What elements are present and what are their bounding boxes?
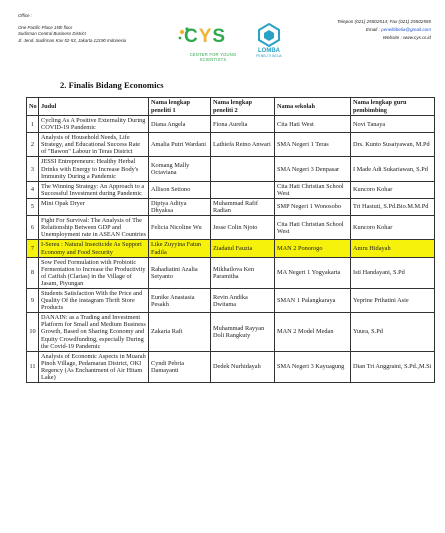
- cell-sekolah: Cita Hati Christian School West: [275, 216, 351, 240]
- cell-judul: Cycling As A Positive Externality During COVID-19 Pandemic: [39, 116, 149, 133]
- header-peneliti-2: Nama lengkap peneliti 2: [211, 98, 275, 116]
- cys-logo-subtitle: CENTER FOR YOUNG SCIENTISTS: [189, 52, 237, 62]
- cell-peneliti-1: Felicia Nicoline Wu: [149, 216, 211, 240]
- cell-guru: Yuura, S.Pd: [351, 313, 435, 351]
- telephone-fax: Telepon (021) 25502514; Fax (021) 25502555: [337, 19, 431, 24]
- website-link[interactable]: www.cys.or.id: [403, 35, 431, 40]
- office-address: [18, 13, 178, 44]
- cell-no: 7: [27, 240, 39, 257]
- cell-guru: Dian Tri Anggraini, S.Pd.,M.Si: [351, 351, 435, 382]
- cell-peneliti-1: Diana Angela: [149, 116, 211, 133]
- header-guru: Nama lengkap guru pembimbing: [351, 98, 435, 116]
- cell-guru: Isti Handayani, S.Pd: [351, 257, 435, 288]
- cell-guru: Kuncoro Kohar: [351, 216, 435, 240]
- cell-guru: Tri Hastuti, S.Pd.Bio.M.M.Pd: [351, 198, 435, 215]
- header-sekolah: Nama sekolah: [275, 98, 351, 116]
- cell-judul: JESSI Entrepreneurs: Healthy Herbal Drinks with Energy to Increase Body's Immunity During a Pandemic: [39, 157, 149, 181]
- table-row: [27, 157, 435, 181]
- email-line: [281, 26, 431, 34]
- cell-no: 9: [27, 288, 39, 312]
- cell-judul: Sow Feed Formulation with Probiotic Fermentation to Increase the Productivity of Catfish (Clarias) in the Village of Jasam, Piyungan: [39, 257, 149, 288]
- cell-judul: Analysis of Economic Aspects in Muarah Pinoh Village, Pedamaran District, OKI Regency (As Enchantment of Air Hitam Lake): [39, 351, 149, 382]
- cell-sekolah: MAN 2 Ponorogo: [275, 240, 351, 257]
- cell-peneliti-2: Jesse Colin Njoto: [211, 216, 275, 240]
- cell-no: 11: [27, 351, 39, 382]
- cell-judul: Students Satisfaction With the Price and Quality Of the instagram Thrift Store Products: [39, 288, 149, 312]
- cell-guru: I Made Adi Sukariawan, S.Pd: [351, 157, 435, 181]
- lomba-logo-text: LOMBA: [258, 48, 280, 54]
- cell-peneliti-2: Fiona Aurelia: [211, 116, 275, 133]
- cell-judul: I-Sereu : Natural Insecticide As Support Economy and Food Security: [39, 240, 149, 257]
- contact-info: [281, 18, 431, 42]
- cell-no: 4: [27, 181, 39, 198]
- office-label: Office :: [18, 13, 32, 18]
- cell-peneliti-1: Amalia Putri Wardani: [149, 133, 211, 157]
- cell-guru: Kuncoro Kohar: [351, 181, 435, 198]
- table-row: [27, 181, 435, 198]
- section-title: 2. Finalis Bidang Economics: [60, 80, 164, 90]
- table-row: [27, 116, 435, 133]
- cell-guru: Drs. Kunto Susatyawan, M.Pd: [351, 133, 435, 157]
- cell-no: 1: [27, 116, 39, 133]
- cell-no: 6: [27, 216, 39, 240]
- cell-peneliti-2: Mikhailova Ken Paramitha: [211, 257, 275, 288]
- cell-peneliti-1: Eunike Anastasia Pesakh: [149, 288, 211, 312]
- cell-no: 2: [27, 133, 39, 157]
- table-row: [27, 240, 435, 257]
- header-no: No: [27, 98, 39, 116]
- cell-peneliti-2: Ziadatul Fauzia: [211, 240, 275, 257]
- cell-peneliti-1: Diptya Aditya Dhyaksa: [149, 198, 211, 215]
- cell-peneliti-2: [211, 157, 275, 181]
- cell-judul: Mini Opak Dryer: [39, 198, 149, 215]
- cell-peneliti-2: Lathiefa Retno Anwari: [211, 133, 275, 157]
- cell-peneliti-1: Like Zuyyina Fatun Fadila: [149, 240, 211, 257]
- cell-sekolah: Cita Hati Christian School West: [275, 181, 351, 198]
- address-line: Sudirman Central Business District: [18, 31, 86, 37]
- cell-no: 3: [27, 157, 39, 181]
- cell-no: 5: [27, 198, 39, 215]
- cell-sekolah: SMAN 1 Palangkaraya: [275, 288, 351, 312]
- cell-judul: Fight For Survival: The Analysis of The Relationship Between GDP and Unemployment rate in ASEAN Countries: [39, 216, 149, 240]
- table-row: [27, 288, 435, 312]
- website-line: [281, 34, 431, 42]
- cell-peneliti-1: Komang Mally Octaviana: [149, 157, 211, 181]
- cell-guru: Amru Hidayah: [351, 240, 435, 257]
- cell-peneliti-2: Muhammad Rayyan Doli Rangkuty: [211, 313, 275, 351]
- table-row: [27, 216, 435, 240]
- address-line: Jl. Jend. Sudirman Kav 52-53, Jakarta 12190 Indonesia: [18, 37, 127, 43]
- cell-peneliti-1: Allison Setiono: [149, 181, 211, 198]
- cell-peneliti-2: Revin Andika Dwitama: [211, 288, 275, 312]
- cell-judul: The Winning Strategy: An Approach to a Successful Investment during Pandemic: [39, 181, 149, 198]
- email-link[interactable]: penelitibelia@gmail.com: [381, 27, 431, 32]
- email-label: Email :: [365, 27, 380, 32]
- cell-peneliti-2: Dedek Nurhidayah: [211, 351, 275, 382]
- cell-peneliti-1: Cyndi Pebria Damayanti: [149, 351, 211, 382]
- header-judul: Judul: [39, 98, 149, 116]
- cell-judul: DANAIN: as a Trading and Investment Platform for Small and Medium Business Growth, Based on Sharing Economy and Equity Crowdfunding, especially During the Covid-19 Pandemic: [39, 313, 149, 351]
- cell-sekolah: Cita Hati West: [275, 116, 351, 133]
- table-row: [27, 351, 435, 382]
- cell-sekolah: SMA Negeri 3 Denpasar: [275, 157, 351, 181]
- cell-peneliti-2: Muhammad Rafif Radian: [211, 198, 275, 215]
- finalists-table: [26, 97, 435, 383]
- cell-sekolah: SMA Negeri 1 Teras: [275, 133, 351, 157]
- table-row: [27, 257, 435, 288]
- cell-peneliti-1: Zakaria Rafi: [149, 313, 211, 351]
- cell-sekolah: SMP Negeri 1 Wonosobo: [275, 198, 351, 215]
- table-header-row: [27, 98, 435, 116]
- header-peneliti-1: Nama lengkap peneliti 1: [149, 98, 211, 116]
- address-line: One Pacific Place 15th floor: [18, 25, 73, 31]
- cell-peneliti-1: Rahadiatini Azalia Setyanto: [149, 257, 211, 288]
- cell-no: 8: [27, 257, 39, 288]
- letterhead: [0, 0, 445, 62]
- cell-sekolah: MA Negeri 1 Yogyakarta: [275, 257, 351, 288]
- cys-logo-text: CYS: [184, 26, 227, 47]
- cell-guru: Yeprine Prihatini Asie: [351, 288, 435, 312]
- cell-sekolah: SMA Negeri 3 Kayuagung: [275, 351, 351, 382]
- cell-peneliti-2: [211, 181, 275, 198]
- website-label: Website :: [382, 35, 402, 40]
- cell-sekolah: MAN 2 Model Medan: [275, 313, 351, 351]
- table-row: [27, 133, 435, 157]
- lomba-logo-subtitle: PENELITI BELIA: [256, 54, 282, 58]
- cell-judul: Analysis of Household Needs, Life Strategy, and Educational Success Rate of "Bawon" Labour in Teras District: [39, 133, 149, 157]
- cys-logo: [176, 26, 250, 62]
- cell-guru: Novi Tanaya: [351, 116, 435, 133]
- table-row: [27, 313, 435, 351]
- cell-no: 10: [27, 313, 39, 351]
- table-row: [27, 198, 435, 215]
